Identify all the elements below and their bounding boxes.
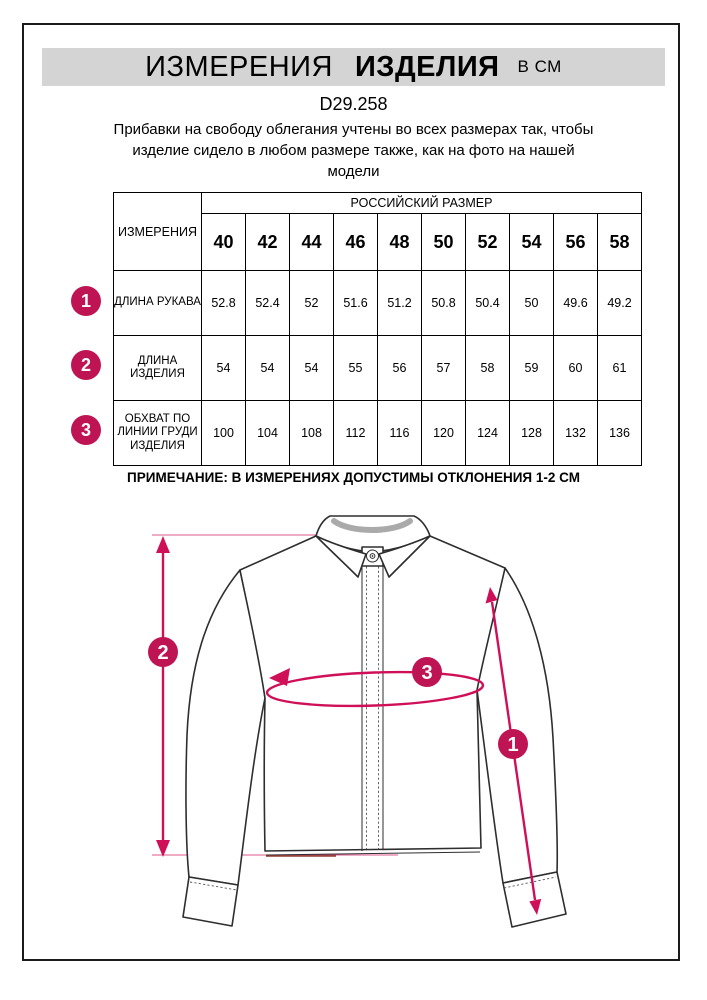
measurement-value: 128 bbox=[510, 401, 554, 466]
measurement-value: 120 bbox=[422, 401, 466, 466]
measurement-value: 108 bbox=[290, 401, 334, 466]
measurement-value: 124 bbox=[466, 401, 510, 466]
row-label: ДЛИНА ИЗДЕЛИЯ bbox=[114, 336, 202, 401]
measurement-value: 50.8 bbox=[422, 271, 466, 336]
collar-button-dot bbox=[372, 555, 374, 557]
left-cuff bbox=[183, 877, 238, 926]
diagram-marker-2: 2 bbox=[157, 642, 169, 664]
size-col-42: 42 bbox=[246, 214, 290, 271]
size-col-48: 48 bbox=[378, 214, 422, 271]
description-line: модели bbox=[327, 163, 380, 180]
table-row bbox=[114, 401, 642, 466]
row-marker-2-badge: 2 bbox=[71, 350, 101, 380]
fit-description bbox=[0, 119, 707, 182]
measurement-value: 116 bbox=[378, 401, 422, 466]
measurement-value: 50 bbox=[510, 271, 554, 336]
measurement-value: 54 bbox=[290, 336, 334, 401]
measure-2-length-arrow bbox=[148, 536, 178, 857]
size-col-56: 56 bbox=[554, 214, 598, 271]
table-row bbox=[114, 336, 642, 401]
arrow-up-head bbox=[156, 536, 170, 553]
table-body bbox=[114, 271, 642, 466]
measurement-value: 52.4 bbox=[246, 271, 290, 336]
measurement-value: 132 bbox=[554, 401, 598, 466]
size-col-40: 40 bbox=[202, 214, 246, 271]
title-product: ИЗДЕЛИЯ bbox=[354, 50, 500, 83]
measurement-value: 52.8 bbox=[202, 271, 246, 336]
table-group-header: РОССИЙСКИЙ РАЗМЕР bbox=[202, 193, 642, 214]
row-label: ДЛИНА РУКАВА bbox=[114, 271, 202, 336]
body-panel bbox=[240, 536, 505, 851]
measurement-value: 55 bbox=[334, 336, 378, 401]
size-col-44: 44 bbox=[290, 214, 334, 271]
diagram-marker-1: 1 bbox=[507, 734, 519, 756]
size-col-58: 58 bbox=[598, 214, 642, 271]
shirt-diagram bbox=[0, 500, 707, 963]
tolerance-note: ПРИМЕЧАНИЕ: В ИЗМЕРЕНИЯХ ДОПУСТИМЫ ОТКЛОНЕНИЯ 1-2 СМ bbox=[127, 470, 580, 485]
size-col-50: 50 bbox=[422, 214, 466, 271]
measurement-value: 57 bbox=[422, 336, 466, 401]
size-table bbox=[113, 192, 642, 466]
row-marker-3-badge: 3 bbox=[71, 415, 101, 445]
measurement-value: 52 bbox=[290, 271, 334, 336]
measurement-value: 51.6 bbox=[334, 271, 378, 336]
diagram-marker-3: 3 bbox=[421, 662, 433, 684]
title-bar bbox=[42, 48, 665, 86]
measurement-value: 58 bbox=[466, 336, 510, 401]
measurement-value: 51.2 bbox=[378, 271, 422, 336]
measurement-value: 54 bbox=[246, 336, 290, 401]
measurement-value: 100 bbox=[202, 401, 246, 466]
measurement-value: 56 bbox=[378, 336, 422, 401]
measurement-value: 60 bbox=[554, 336, 598, 401]
measurement-value: 49.2 bbox=[598, 271, 642, 336]
description-line: изделие сидело в любом размере также, как на фото на нашей bbox=[132, 142, 575, 159]
title-units: В СМ bbox=[517, 57, 562, 76]
size-col-52: 52 bbox=[466, 214, 510, 271]
product-code: D29.258 bbox=[319, 94, 388, 114]
measurement-value: 136 bbox=[598, 401, 642, 466]
row-label: ОБХВАТ ПО ЛИНИИ ГРУДИ ИЗДЕЛИЯ bbox=[114, 401, 202, 466]
description-line: Прибавки на свободу облегания учтены во всех размерах так, чтобы bbox=[113, 121, 594, 138]
measurement-value: 54 bbox=[202, 336, 246, 401]
measurement-value: 104 bbox=[246, 401, 290, 466]
row-marker-1-badge: 1 bbox=[71, 286, 101, 316]
measurement-value: 59 bbox=[510, 336, 554, 401]
size-col-46: 46 bbox=[334, 214, 378, 271]
table-corner-header: ИЗМЕРЕНИЯ bbox=[114, 193, 202, 271]
measurement-value: 49.6 bbox=[554, 271, 598, 336]
size-col-54: 54 bbox=[510, 214, 554, 271]
title-measurements: ИЗМЕРЕНИЯ bbox=[145, 50, 333, 83]
measurement-value: 50.4 bbox=[466, 271, 510, 336]
table-row bbox=[114, 271, 642, 336]
measurement-value: 61 bbox=[598, 336, 642, 401]
measurement-value: 112 bbox=[334, 401, 378, 466]
